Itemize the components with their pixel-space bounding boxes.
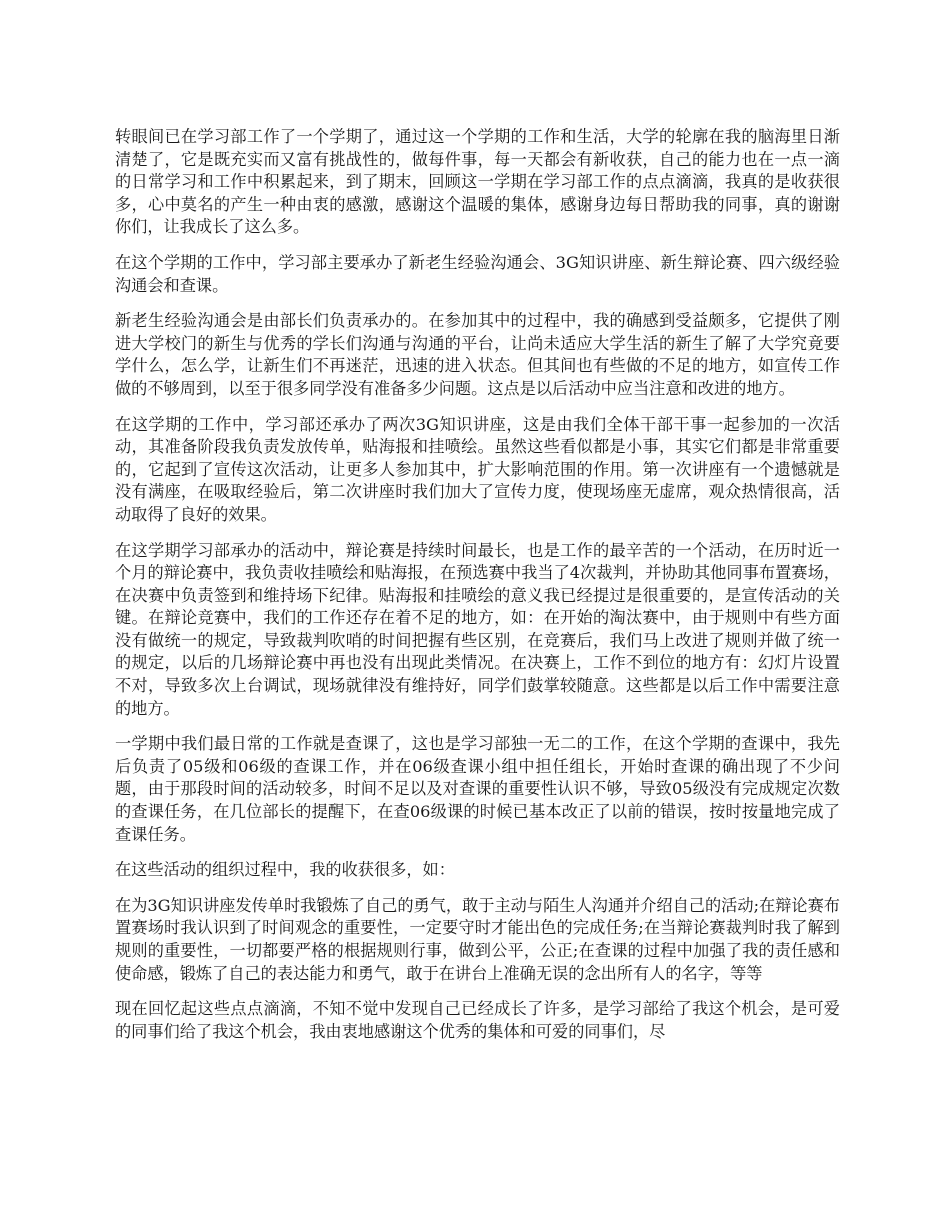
document-body [115,126,840,1056]
paragraph-3g-lectures: 在这学期的工作中，学习部还承办了两次3G知识讲座，这是由我们全体干部干事一起参加的一次活动，其准备阶段我负责发放传单，贴海报和挂喷绘。虽然这些看似都是小事，其实它们都是非常重要的，它起到了宣传这次活动，让更多人参加其中，扩大影响范围的作用。第一次讲座有一个遗憾就是没有满座，在吸取经验后，第二次讲座时我们加大了宣传力度，使现场座无虚席，观众热情很高，活动取得了良好的效果。 [115,414,840,524]
paragraph-activities-overview: 在这个学期的工作中，学习部主要承办了新老生经验沟通会、3G知识讲座、新生辩论赛、四六级经验沟通会和查课。 [115,252,840,295]
paragraph-debate-contest: 在这学期学习部承办的活动中，辩论赛是持续时间最长，也是工作的最辛苦的一个活动，在历时近一个月的辩论赛中，我负责收挂喷绘和贴海报，在预选赛中我当了4次裁判，并协助其他同事布置赛场，在决赛中负责签到和维持场下纪律。贴海报和挂喷绘的意义我已经提过是很重要的，是宣传活动的关键。在辩论竞赛中，我们的工作还存在着不足的地方，如：在开始的淘汰赛中，由于规则中有些方面没有做统一的规定，导致裁判吹哨的时间把握有些区别，在竞赛后，我们马上改进了规则并做了统一的规定，以后的几场辩论赛中再也没有出现此类情况。在决赛上，工作不到位的地方有：幻灯片设置不对，导致多次上台调试，现场就律没有维持好，同学们鼓掌较随意。这些都是以后工作中需要注意的地方。 [115,540,840,718]
paragraph-class-inspection: 一学期中我们最日常的工作就是查课了，这也是学习部独一无二的工作，在这个学期的查课中，我先后负责了05级和06级的查课工作，并在06级查课小组中担任组长，开始时查课的确出现了不少问题，由于那段时间的活动较多，时间不足以及对查课的重要性认识不够，导致05级没有完成规定次数的查课任务，在几位部长的提醒下，在查06级课的时候已基本改正了以前的错误，按时按量地完成了查课任务。 [115,734,840,844]
paragraph-gains-list: 在为3G知识讲座发传单时我锻炼了自己的勇气，敢于主动与陌生人沟通并介绍自己的活动;在辩论赛布置赛场时我认识到了时间观念的重要性，一定要守时才能出色的完成任务;在当辩论赛裁判时我了解到规则的重要性，一切都要严格的根据规则行事，做到公平，公正;在查课的过程中加强了我的责任感和使命感，锻炼了自己的表达能力和勇气，敢于在讲台上准确无误的念出所有人的名字，等等 [115,895,840,983]
paragraph-gains-intro: 在这些活动的组织过程中，我的收获很多，如： [115,860,455,880]
paragraph-reflection: 现在回忆起这些点点滴滴，不知不觉中发现自己已经成长了许多，是学习部给了我这个机会，是可爱的同事们给了我这个机会，我由衷地感谢这个优秀的集体和可爱的同事们，尽 [115,999,840,1041]
paragraph-exchange-meeting: 新老生经验沟通会是由部长们负责承办的。在参加其中的过程中，我的确感到受益颇多，它提供了刚进大学校门的新生与优秀的学长们沟通与沟通的平台，让尚未适应大学生活的新生了解了大学究竟要学什么，怎么学，让新生们不再迷茫，迅速的进入状态。但其间也有些做的不足的地方，如宣传工作做的不够周到，以至于很多同学没有准备多少问题。这点是以后活动中应当注意和改进的地方。 [115,311,840,398]
paragraph-intro: 转眼间已在学习部工作了一个学期了，通过这一个学期的工作和生活，大学的轮廓在我的脑海里日渐清楚了，它是既充实而又富有挑战性的，做每件事，每一天都会有新收获，自己的能力也在一点一滴的日常学习和工作中积累起来，到了期末，回顾这一学期在学习部工作的点点滴滴，我真的是收获很多，心中莫名的产生一种由衷的感激，感谢这个温暖的集体，感谢身边每日帮助我的同事，真的谢谢你们，让我成长了这么多。 [115,127,840,237]
